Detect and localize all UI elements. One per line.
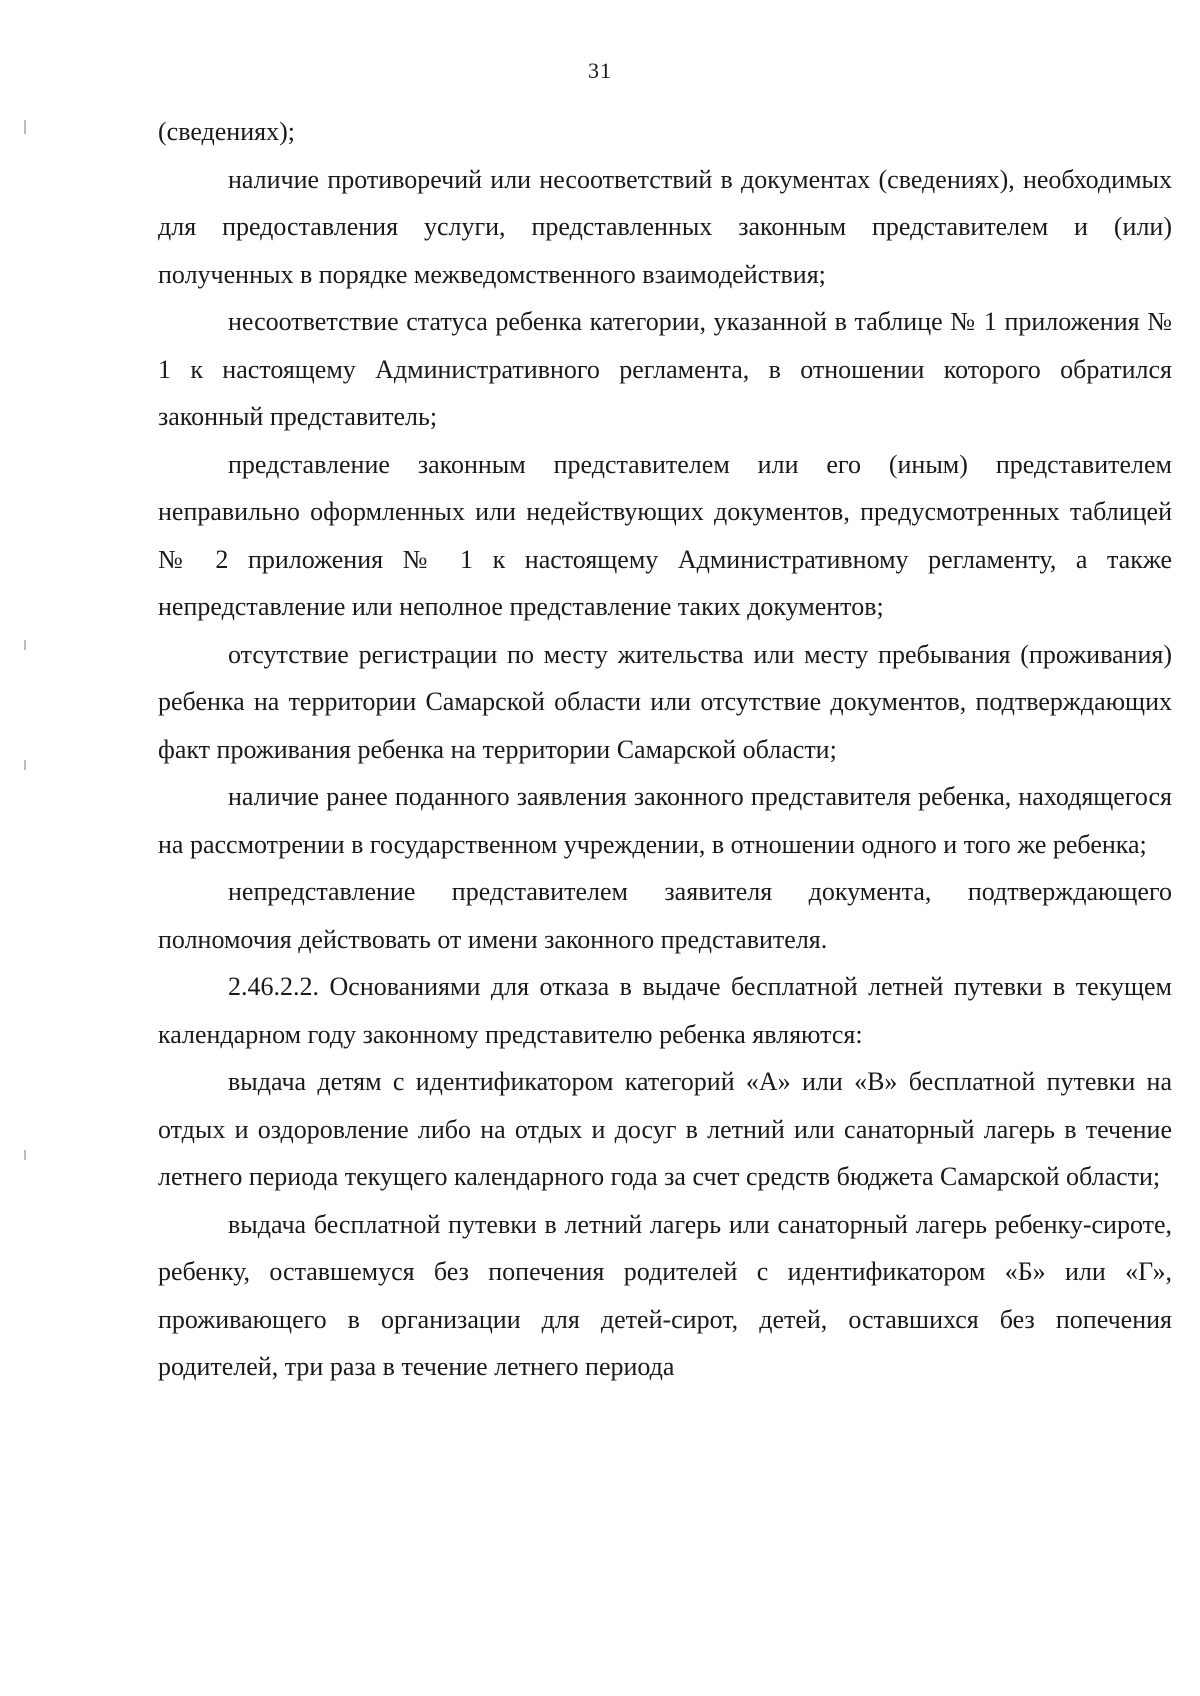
paragraph-orphans: выдача бесплатной путевки в летний лагерь или санаторный лагерь ребенку-сироте, ребенку, оставшемуся без попечения родителей с идентификатором «Б» или «Г», проживающего в организации для детей-сирот, детей, оставшихся без попечения родителей, три раза в течение летнего периода [158, 1209, 1172, 1381]
paragraph-pending-application: наличие ранее поданного заявления законного представителя ребенка, находящегося на рассмотрении в государственном учреждении, в отношении одного и того же ребенка; [158, 782, 1172, 859]
paragraph-no-authority-document: непредставление представителем заявителя документа, подтверждающего полномочия действовать от имени законного представителя. [158, 877, 1172, 954]
document-body [158, 108, 1172, 1391]
paragraph-no-registration: отсутствие регистрации по месту жительства или месту пребывания (проживания) ребенка на территории Самарской области или отсутствие документов, подтверждающих факт проживания ребенка на территории Самарской области; [158, 639, 1172, 764]
scan-mark [24, 640, 26, 650]
paragraph-section-2-46-2-2: 2.46.2.2. Основаниями для отказа в выдаче бесплатной летней путевки в текущем календарном году законному представителю ребенка являются: [158, 972, 1172, 1049]
paragraph-status-mismatch: несоответствие статуса ребенка категории, указанной в таблице № 1 приложения № 1 к настоящему Административного регламента, в отношении которого обратился законный представитель; [158, 307, 1172, 431]
paragraph-invalid-documents: представление законным представителем или его (иным) представителем неправильно оформленных или недействующих документов, предусмотренных таблицей № 2 приложения № 1 к настоящему Административному регламенту, а также непредставление или неполное представление таких документов; [158, 449, 1172, 621]
paragraph-contradictions: наличие противоречий или несоответствий в документах (сведениях), необходимых для предоставления услуги, представленных законным представителем и (или) полученных в порядке межведомственного взаимодействия; [158, 164, 1172, 289]
scan-mark [24, 760, 26, 770]
scan-mark [24, 120, 26, 134]
page-number: 31 [588, 58, 612, 83]
paragraph-category-a-v: выдача детям с идентификатором категорий «А» или «В» бесплатной путевки на отдых и оздоровление либо на отдых и досуг в летний или санаторный лагерь в течение летнего периода текущего календарного года за счет средств бюджета Самарской области; [158, 1067, 1172, 1191]
paragraph-continuation: (сведениях); [158, 117, 295, 146]
scan-mark [24, 1150, 26, 1160]
